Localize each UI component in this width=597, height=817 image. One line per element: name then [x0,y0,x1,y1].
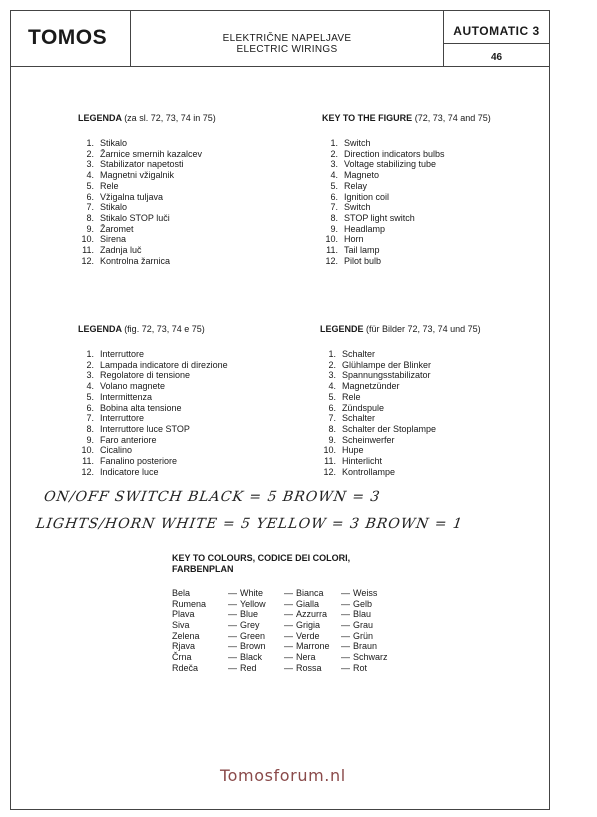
legend-item-label: Žaromet [100,223,134,234]
document-subtitle: ELECTRIC WIRINGS [236,44,338,55]
legend-heading [78,113,216,124]
legend-item [320,435,481,446]
colour-cell [341,620,401,631]
legend-item-label: Stikalo [100,138,128,148]
legend-item-label: Voltage stabilizing tube [344,159,437,170]
legend-item [320,413,481,424]
page-number: 46 [490,52,503,63]
legend-item-number: 4. [86,381,94,392]
legend-item [320,349,481,360]
colour-cell [341,663,401,674]
colour-cell [172,663,228,674]
legend-subtitle: (fig. 72, 73, 74 e 75) [124,324,205,334]
legend-item [78,234,216,245]
colour-name: Gelb [353,598,373,609]
legend-item-number: 8. [330,212,338,223]
legend-item-number: 6. [86,191,94,202]
legend-item [322,149,491,160]
legend-item-number: 4. [86,170,94,181]
legend-item-label: Vžigalna tuljava [100,191,164,202]
legend-item-number: 1. [86,349,94,359]
colour-dash: — [341,641,350,652]
legend-title: LEGENDE [320,324,364,334]
colour-name: Azzurra [296,609,328,620]
legend-item [78,349,228,360]
colour-cell [284,588,341,599]
colour-dash: — [284,641,293,652]
colour-cell [341,599,401,610]
colour-cell [172,588,228,599]
colour-name: Bela [172,588,191,598]
legend-item-number: 5. [86,180,94,191]
legend-item [78,159,216,170]
colour-table [172,588,401,674]
colour-dash: — [228,620,237,631]
legend-item [322,170,491,181]
legend-item-number: 8. [86,212,94,223]
legend-item-label: Kontrolna žarnica [100,255,171,266]
colour-cell [341,609,401,620]
document-title: ELEKTRIČNE NAPELJAVE [222,33,352,44]
legend-item-label: Volano magnete [100,381,166,392]
legend-item [78,413,228,424]
colour-cell [341,588,401,599]
colour-cell [284,620,341,631]
legend-item-label: Lampada indicatore di direzione [100,359,228,370]
legend-item [320,424,481,435]
legend-item-label: Schalter [342,413,376,424]
legend-item [78,456,228,467]
colour-cell [284,631,341,642]
legend-list [322,138,491,266]
colour-dash: — [284,588,293,598]
legend-heading [322,113,491,124]
legend-item-label: Stabilizator napetosti [100,159,184,170]
colour-cell [284,663,341,674]
legend-item [78,445,228,456]
colour-row [172,652,401,663]
legend-item-label: Zündspule [342,402,385,413]
legend-item-label: Relay [344,180,368,191]
legend-item-number: 10. [323,445,336,456]
colour-key-title: KEY TO COLOURS, CODICE DEI COLORI, [172,553,351,563]
legend-item [78,213,216,224]
legend-item-label: Scheinwerfer [342,434,395,445]
legend-item-number: 11. [326,245,338,256]
legend-item-number: 8. [328,423,336,434]
colour-cell [172,599,228,610]
colour-name: Zelena [172,630,200,641]
colour-dash: — [341,609,350,620]
colour-cell [172,652,228,663]
legend-item-label: Stikalo [100,202,128,213]
model-name: AUTOMATIC 3 [453,24,540,38]
legend-item-label: Cicalino [100,445,133,456]
colour-row [172,609,401,620]
legend-item [322,159,491,170]
colour-name: Siva [172,620,190,631]
colour-name: Verde [296,630,320,641]
legend-item [78,170,216,181]
colour-cell [341,641,401,652]
colour-dash: — [228,652,237,663]
colour-name: Nera [296,652,316,663]
colour-name: Yellow [240,598,266,609]
legend-item-number: 4. [328,381,336,392]
colour-dash: — [341,652,350,663]
legend-item-label: Horn [344,234,364,245]
legend-item [78,224,216,235]
colour-dash: — [228,598,237,609]
colour-name: Green [240,630,266,641]
colour-dash: — [228,641,237,652]
colour-row [172,631,401,642]
legend-item-label: Interruttore [100,413,145,424]
colour-name: Rdeča [172,662,199,673]
colour-cell [228,641,284,652]
colour-dash: — [341,588,350,598]
legend-list [320,349,481,477]
colour-row [172,588,401,599]
legend-item-label: Interruttore [100,349,145,359]
colour-name: Red [240,662,257,673]
legend-subtitle: (für Bilder 72, 73, 74 und 75) [366,324,481,334]
legend-item-number: 10. [81,234,94,245]
legend-english [322,113,491,266]
colour-cell [228,652,284,663]
colour-key-subtitle: FARBENPLAN [172,564,234,574]
legend-list [78,349,228,477]
colour-name: Črna [172,652,192,663]
colour-dash: — [341,662,350,673]
colour-name: Grün [353,630,374,641]
colour-cell [172,631,228,642]
legend-item-label: Glühlampe der Blinker [342,359,432,370]
colour-cell [228,663,284,674]
colour-name: Grey [240,620,260,631]
legend-item [78,424,228,435]
legend-item [78,435,228,446]
legend-item-number: 6. [86,402,94,413]
legend-subtitle: (za sl. 72, 73, 74 in 75) [124,113,216,123]
legend-item [322,245,491,256]
colour-name: Weiss [353,588,378,598]
handwritten-note-lights-horn: LIGHTS/HORN WHITE = 5 YELLOW = 3 BROWN = 1 [34,516,464,532]
colour-dash: — [228,588,237,598]
colour-name: Blue [240,609,259,620]
legend-item [320,392,481,403]
legend-item-number: 1. [86,138,94,148]
colour-cell [228,631,284,642]
legend-item-number: 9. [328,434,336,445]
legend-item-label: Rele [342,391,361,402]
colour-row [172,641,401,652]
colour-name: Gialla [296,598,320,609]
legend-item-label: Regolatore di tensione [100,370,191,381]
colour-name: Blau [353,609,372,620]
legend-item-number: 3. [86,370,94,381]
legend-item-number: 2. [86,148,94,159]
legend-item [78,138,216,149]
colour-cell [172,620,228,631]
legend-item-label: Faro anteriore [100,434,157,445]
legend-item-number: 5. [330,180,338,191]
colour-row [172,663,401,674]
colour-cell [172,609,228,620]
colour-name: Marrone [296,641,330,652]
legend-item-number: 1. [330,138,338,148]
colour-cell [284,641,341,652]
legend-item-label: Zadnja luč [100,245,142,256]
legend-italian [78,324,228,477]
brand-logo: TOMOS [28,26,108,49]
colour-name: Bianca [296,588,324,598]
legend-item-number: 5. [328,391,336,402]
legend-item-label: Direction indicators bulbs [344,148,445,159]
legend-item [320,370,481,381]
legend-item-number: 3. [328,370,336,381]
legend-item-label: Headlamp [344,223,386,234]
legend-item [322,234,491,245]
legend-item-number: 5. [86,391,94,402]
legend-item [320,467,481,478]
legend-title: LEGENDA [78,113,122,123]
colour-dash: — [284,598,293,609]
colour-dash: — [284,609,293,620]
colour-dash: — [228,609,237,620]
colour-name: White [240,588,264,598]
legend-item-number: 10. [81,445,94,456]
legend-item-label: Switch [344,202,371,213]
legend-item-number: 10. [325,234,338,245]
colour-dash: — [284,662,293,673]
legend-item-label: Fanalino posteriore [100,456,178,467]
handwritten-note-switch: ON/OFF SWITCH BLACK = 5 BROWN = 3 [42,489,382,505]
legend-item-label: Switch [344,138,371,148]
legend-item-label: Interruttore luce STOP [100,423,190,434]
colour-cell [228,599,284,610]
legend-item-number: 1. [328,349,336,359]
legend-item-label: Pilot bulb [344,255,382,266]
legend-item-label: Ignition coil [344,191,390,202]
legend-item-number: 11. [82,245,94,256]
colour-cell [284,599,341,610]
colour-dash: — [228,630,237,641]
legend-item-number: 6. [330,191,338,202]
legend-item-label: Rele [100,180,119,191]
legend-item [322,224,491,235]
colour-dash: — [341,630,350,641]
legend-item [320,456,481,467]
colour-name: Rumena [172,598,207,609]
legend-slovenian [78,113,216,266]
legend-item-number: 7. [86,202,94,213]
colour-cell [284,652,341,663]
watermark: Tomosforum.nl [220,766,346,785]
legend-item-label: Spannungsstabilizator [342,370,431,381]
legend-item [320,360,481,371]
legend-item-label: Magnetni vžigalnik [100,170,175,181]
colour-name: Grigia [296,620,321,631]
colour-dash: — [284,652,293,663]
colour-name: Brown [240,641,266,652]
colour-cell [228,609,284,620]
legend-item [78,202,216,213]
legend-item-number: 3. [330,159,338,170]
colour-name: Rossa [296,662,322,673]
colour-cell [341,631,401,642]
legend-item-number: 4. [330,170,338,181]
legend-item-number: 6. [328,402,336,413]
colour-cell [228,620,284,631]
legend-item [320,445,481,456]
legend-item-number: 9. [86,223,94,234]
colour-dash: — [284,620,293,631]
header-divider-model [443,43,550,44]
colour-name: Schwarz [353,652,388,663]
legend-item-label: Schalter der Stoplampe [342,423,437,434]
legend-item-number: 12. [325,255,338,266]
legend-heading [320,324,481,335]
legend-item-number: 2. [86,359,94,370]
legend-item-label: STOP light switch [344,212,415,223]
legend-list [78,138,216,266]
legend-item [322,256,491,267]
header-divider [10,66,550,67]
legend-item [78,392,228,403]
legend-item-label: Schalter [342,349,376,359]
legend-item [78,245,216,256]
colour-name: Rot [353,662,368,673]
colour-cell [341,652,401,663]
legend-item [78,181,216,192]
legend-item-label: Hupe [342,445,364,456]
legend-item [320,381,481,392]
legend-item-number: 7. [328,413,336,424]
colour-name: Black [240,652,263,663]
colour-row [172,620,401,631]
colour-name: Braun [353,641,378,652]
legend-item [78,403,228,414]
legend-item-label: Magnetzünder [342,381,400,392]
legend-item-label: Stikalo STOP luči [100,212,170,223]
legend-item [322,202,491,213]
legend-item [78,192,216,203]
colour-name: Plava [172,609,195,620]
legend-item-number: 3. [86,159,94,170]
legend-item-number: 9. [86,434,94,445]
legend-item-number: 8. [86,423,94,434]
legend-item [78,467,228,478]
legend-item-label: Intermittenza [100,391,153,402]
legend-item-number: 11. [324,456,336,467]
legend-item [322,138,491,149]
legend-item-number: 7. [86,413,94,424]
legend-item [78,370,228,381]
colour-key [172,553,401,674]
colour-dash: — [284,630,293,641]
legend-german [320,324,481,477]
colour-name: Grau [353,620,374,631]
legend-heading [78,324,228,335]
legend-item-label: Žarnice smernih kazalcev [100,148,203,159]
legend-item-number: 12. [81,466,94,477]
legend-item [322,192,491,203]
legend-item-number: 2. [328,359,336,370]
legend-item-label: Indicatore luce [100,466,159,477]
legend-item [322,213,491,224]
legend-item-number: 2. [330,148,338,159]
legend-item-label: Kontrollampe [342,466,396,477]
legend-item-label: Bobina alta tensione [100,402,182,413]
legend-item [78,256,216,267]
legend-item [320,403,481,414]
legend-subtitle: (72, 73, 74 and 75) [414,113,491,123]
legend-item [322,181,491,192]
legend-item [78,381,228,392]
legend-item [78,360,228,371]
legend-item-number: 11. [82,456,94,467]
colour-dash: — [341,620,350,631]
legend-item-label: Tail lamp [344,245,380,256]
colour-row [172,599,401,610]
colour-cell [228,588,284,599]
legend-item-label: Sirena [100,234,127,245]
legend-item-number: 7. [330,202,338,213]
legend-item-label: Hinterlicht [342,456,383,467]
colour-dash: — [228,662,237,673]
legend-item [78,149,216,160]
legend-item-number: 9. [330,223,338,234]
colour-cell [284,609,341,620]
legend-item-number: 12. [323,466,336,477]
legend-item-label: Magneto [344,170,380,181]
colour-cell [172,641,228,652]
colour-dash: — [341,598,350,609]
legend-title: LEGENDA [78,324,122,334]
legend-title: KEY TO THE FIGURE [322,113,413,123]
colour-name: Rjava [172,641,196,652]
legend-item-number: 12. [81,255,94,266]
